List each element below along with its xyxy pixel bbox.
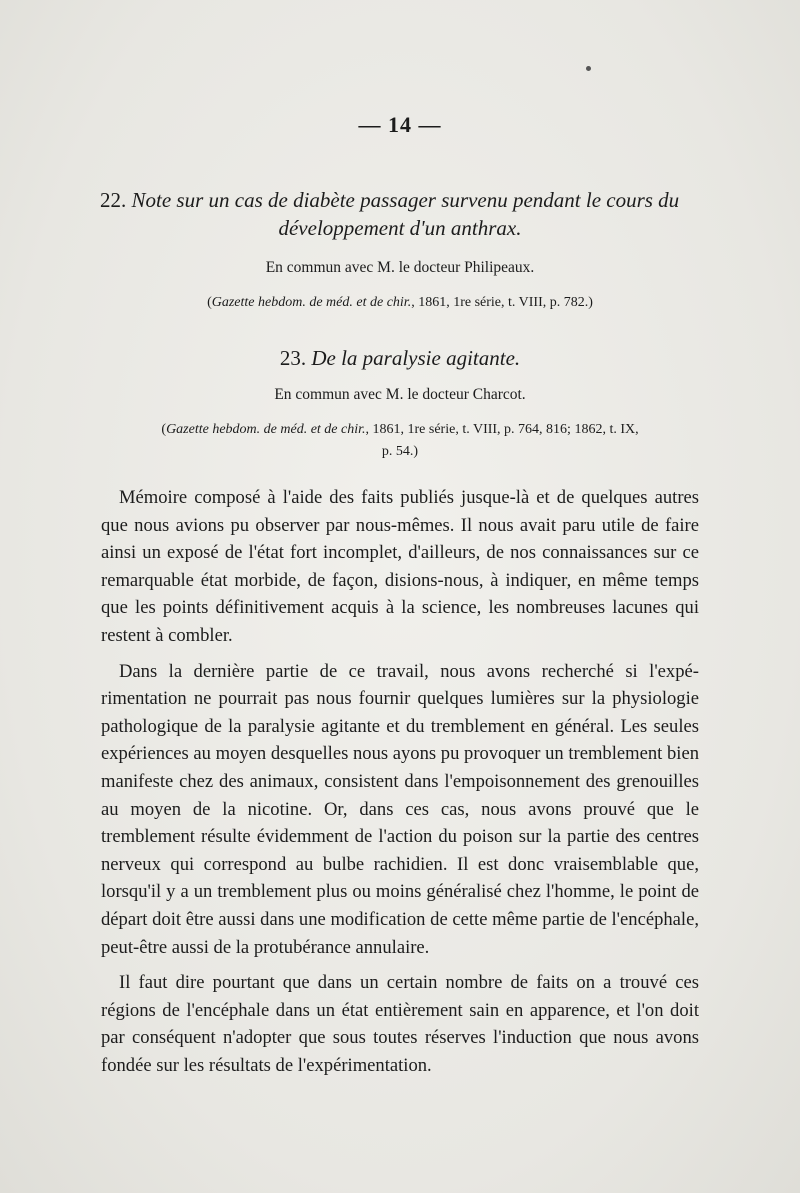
- entry-23-coauthor: En commun avec M. le docteur Charcot.: [274, 386, 526, 403]
- body-text: [101, 484, 699, 1079]
- paragraph-1: Mémoire composé à l'aide des faits publiés jusque-là et de quelques autres que nous avions pu observer par nous-mêmes. Il nous avait paru utile de faire ainsi un exposé de l'état fort incomplet, d'ailleurs, de nos connaissances sur ce remarquable état morbide, de façon, disions-nous, à indiquer, en même temps que les points définitivement acquis à la science, les nombreuses lacunes qui restent à combler.: [101, 487, 699, 646]
- entry-22-reference: [100, 293, 700, 313]
- page-number: — 14 —: [358, 112, 442, 137]
- ref-open: (: [207, 295, 212, 310]
- entry-22-title: [100, 186, 700, 242]
- paragraph-3: Il faut dire pourtant que dans un certain nombre de faits on a trouvé ces régions de l'encéphale dans un état entièrement sain en apparence, et l'on doit par conséquent n'adopter que sous toutes réserves l'induction que nous avons fondée sur les résultats de l'expérimentation.: [101, 972, 699, 1076]
- entry-22-title-line2: développement d'un anthrax.: [278, 216, 522, 240]
- ref-open: (: [161, 422, 167, 437]
- entry-22-number: 22.: [100, 188, 127, 212]
- entry-23-number: 23.: [279, 346, 307, 370]
- entry-23-title-text: De la paralysie agitante.: [311, 346, 521, 370]
- ink-speck: [586, 66, 591, 71]
- entry-22-journal: Gazette hebdom. de méd. et de chir.: [211, 295, 412, 310]
- entry-23-reference: [100, 420, 700, 440]
- entry-23-journal: Gazette hebdom. de méd. et de chir.: [166, 422, 366, 437]
- entry-22-title-line1: Note sur un cas de diabète passager survenu pendant le cours du: [131, 188, 680, 212]
- entry-23-reference-line2: p. 54.): [381, 444, 419, 459]
- entry-23-title: [100, 344, 700, 372]
- entry-22-coauthor: En commun avec M. le docteur Philipeaux.: [265, 259, 535, 276]
- entry-22-ref-details: , 1861, 1re série, t. VIII, p. 782.): [411, 295, 593, 310]
- paragraph-2: Dans la dernière partie de ce travail, nous avons recherché si l'expérimentation ne pourrait pas nous fournir quelques lumières sur la physiologie pathologique de la paralysie agitante et du tremblement en général. Les seules expériences au moyen desquelles nous ayons pu provoquer un tremblement bien manifeste chez des animaux, consistent dans l'empoisonnement des grenouilles au moyen de la nicotine. Or, dans ces cas, nous avons prouvé que le tremblement résulte évidemment de l'action du poison sur la partie des centres nerveux qui correspond au bulbe rachidien. Il est donc vraisemblable que, lorsqu'il y a un tremblement plus ou moins généralisé chez l'homme, le point de départ doit être aussi dans une modification de cette même partie de l'encéphale, peut-être aussi de la protubérance annulaire.: [101, 660, 699, 958]
- entry-23-ref-details: , 1861, 1re série, t. VIII, p. 764, 816; 1862, t. IX,: [365, 422, 639, 437]
